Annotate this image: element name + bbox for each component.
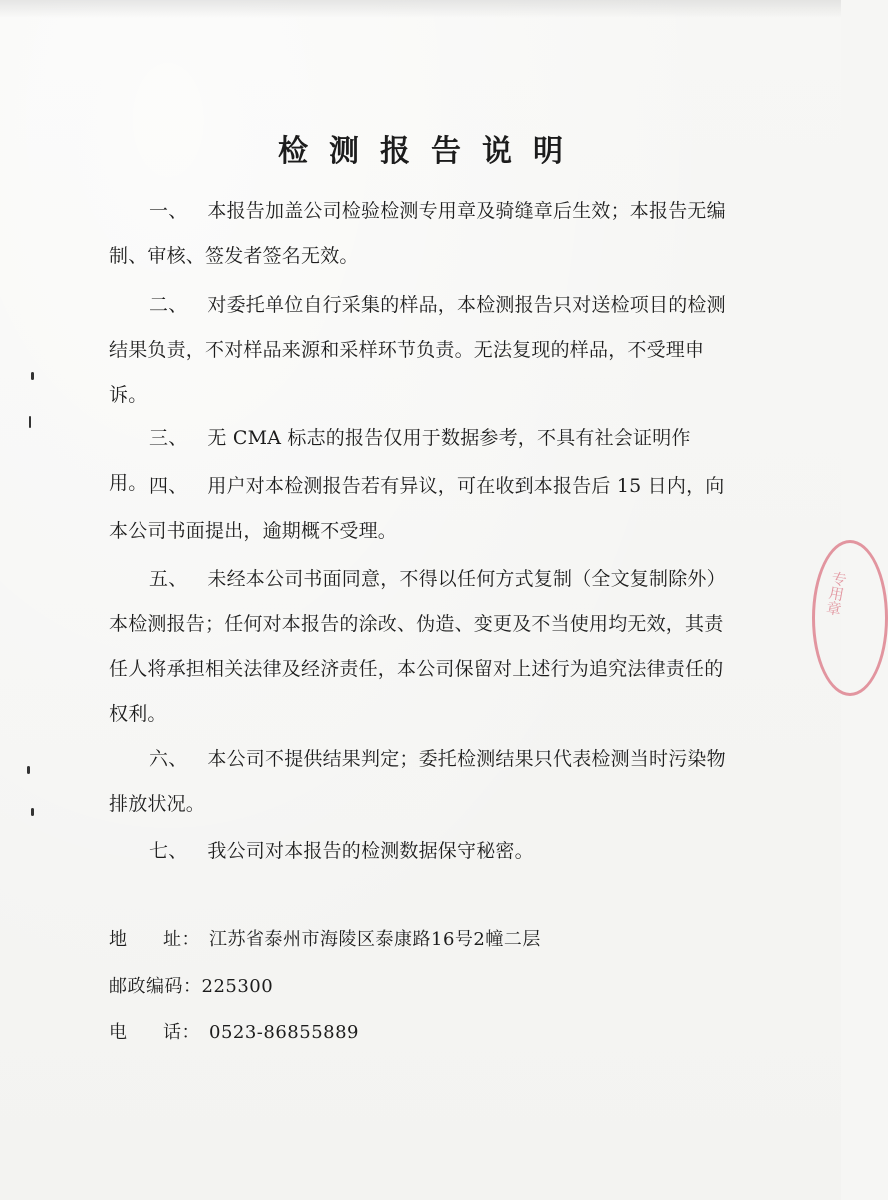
phone-value: 0523-86855889 — [209, 1022, 360, 1043]
binding-hole-mark — [27, 766, 30, 774]
clause-text: 未经本公司书面同意，不得以任何方式复制（全文复制除外）本检测报告；任何对本报告的涂改、伪造、变更及不当使用均无效，其责任人将承担相关法律及经济责任，本公司保留对上述行为追究法律责任的权利。 — [109, 568, 726, 725]
clause-text: 用户对本检测报告若有异议，可在收到本报告后 15 日内，向本公司书面提出，逾期概不受理。 — [109, 475, 725, 542]
clause-1 — [109, 189, 727, 279]
page-title: 检测报告说明 — [278, 134, 584, 169]
seal-stamp-text: 专用章 — [823, 569, 849, 618]
contact-address — [109, 925, 541, 955]
clause-text: 对委托单位自行采集的样品，本检测报告只对送检项目的检测结果负责，不对样品来源和采样环节负责。无法复现的样品，不受理申诉。 — [109, 294, 726, 406]
clause-number: 一、 — [149, 200, 188, 222]
binding-hole-mark — [29, 416, 31, 428]
clause-number: 六、 — [149, 748, 188, 770]
clause-text: 无 CMA 标志的报告仅用于数据参考，不具有社会证明作用。 — [109, 427, 691, 494]
clause-7 — [109, 829, 727, 874]
clause-number: 二、 — [149, 294, 188, 316]
address-value: 江苏省泰州市海陵区泰康路16号2幢二层 — [209, 929, 541, 950]
postal-label: 邮政编码： — [109, 976, 202, 997]
clause-6 — [109, 737, 727, 827]
clause-4 — [109, 464, 727, 554]
address-label: 地 址： — [109, 929, 200, 950]
postal-value: 225300 — [201, 976, 274, 997]
binding-hole-mark — [31, 808, 34, 816]
contact-phone — [109, 1018, 359, 1048]
clause-2 — [109, 283, 727, 418]
seal-stamp — [812, 540, 888, 696]
phone-label: 电 话： — [109, 1022, 200, 1043]
clause-text: 我公司对本报告的检测数据保守秘密。 — [207, 840, 534, 862]
clause-number: 四、 — [149, 475, 188, 497]
clause-text: 本公司不提供结果判定；委托检测结果只代表检测当时污染物排放状况。 — [109, 748, 726, 815]
clause-number: 五、 — [149, 568, 188, 590]
clause-number: 三、 — [149, 427, 188, 449]
scan-edge-shadow — [0, 0, 841, 18]
binding-hole-mark — [31, 372, 34, 380]
clause-5 — [109, 557, 727, 737]
contact-postal-code — [109, 972, 273, 1002]
clause-number: 七、 — [149, 840, 188, 862]
clause-text: 本报告加盖公司检验检测专用章及骑缝章后生效；本报告无编制、审核、签发者签名无效。 — [109, 200, 726, 267]
